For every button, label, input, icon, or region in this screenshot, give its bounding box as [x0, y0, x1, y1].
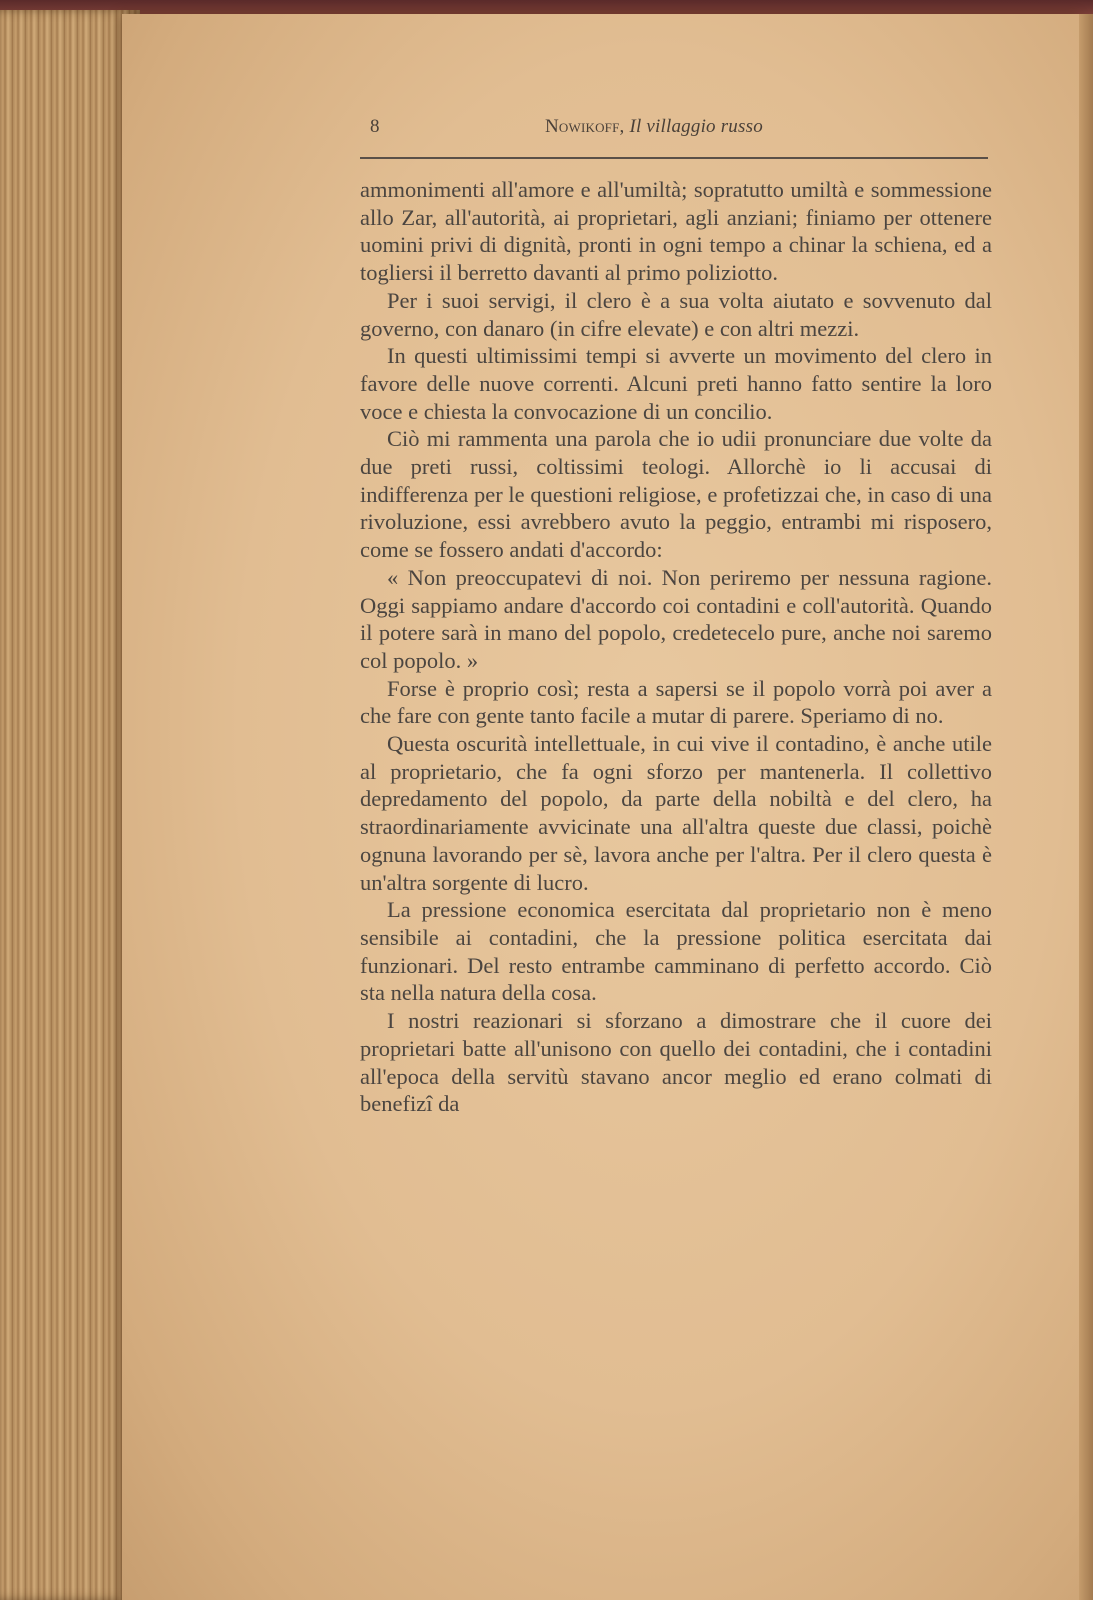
- running-title-author: Nowikoff,: [545, 116, 625, 137]
- running-title-work: Il villaggio russo: [629, 116, 763, 137]
- running-title: [545, 116, 763, 138]
- page-right-edge: [1079, 14, 1093, 1600]
- paragraph: Per i suoi servigi, il clero è a sua volta aiutato e sovvenuto dal governo, con danaro (in cifre elevate) e con altri mezzi.: [360, 287, 992, 341]
- paragraph: In questi ultimissimi tempi si avverte un movimento del clero in favore delle nuove correnti. Alcuni preti hanno fatto sentire la loro voce e chiesta la convocazione di un concilio.: [360, 343, 992, 424]
- paragraph: ammonimenti all'amore e all'umiltà; sopratutto umiltà e sommessione allo Zar, all'autorità, ai proprietari, agli anziani; finiamo per ottenere uomini privi di dignità, pronti in ogni tempo a chinar la schiena, ed a togliersi il berretto davanti al primo poliziotto.: [360, 177, 992, 286]
- paragraph: Ciò mi rammenta una parola che io udii pronunciare due volte da due preti russi, coltissimi teologi. Allorchè io li accusai di indifferenza per le questioni religiose, e profetizzai che, in caso di una rivoluzione, essi avrebbero avuto la peggio, entrambi mi risposero, come se fossero andati d'accordo:: [360, 426, 992, 563]
- paragraph: Forse è proprio così; resta a sapersi se il popolo vorrà poi aver a che fare con gente tanto facile a mutar di parere. Speriamo di no.: [360, 675, 992, 729]
- paragraph: La pressione economica esercitata dal proprietario non è meno sensibile ai contadini, che la pressione politica esercitata dai funzionari. Del resto entrambe camminano di perfetto accordo. Ciò sta nella natura della cosa.: [360, 897, 992, 1006]
- running-head: [370, 116, 990, 142]
- paragraph: Questa oscurità intellettuale, in cui vive il contadino, è anche utile al proprietario, che fa ogni sforzo per mantenerla. Il collettivo depredamento del popolo, da parte della nobiltà e del clero, ha straordinariamente avvicinate una all'altra queste due classi, poichè ognuna lavorando per sè, lavora anche per l'altra. Per il clero questa è un'altra sorgente di lucro.: [360, 731, 992, 895]
- header-rule: [360, 157, 988, 159]
- quoted-paragraph: « Non preoccupatevi di noi. Non periremo per nessuna ragione. Oggi sappiamo andare d'accordo coi contadini e coll'autorità. Quando il potere sarà in mano del popolo, credetecelo pure, anche noi saremo col popolo. »: [360, 564, 992, 673]
- body-text: [360, 176, 992, 1118]
- book-cover-edge: [0, 0, 1093, 14]
- paragraph: I nostri reazionari si sforzano a dimostrare che il cuore dei proprietari batte all'unisono con quello dei contadini, che i contadini all'epoca della servitù stavano ancor meglio ed erano colmati di benefizî da: [360, 1008, 992, 1117]
- page-stack-edge: [0, 10, 140, 1600]
- page-number: 8: [370, 116, 380, 137]
